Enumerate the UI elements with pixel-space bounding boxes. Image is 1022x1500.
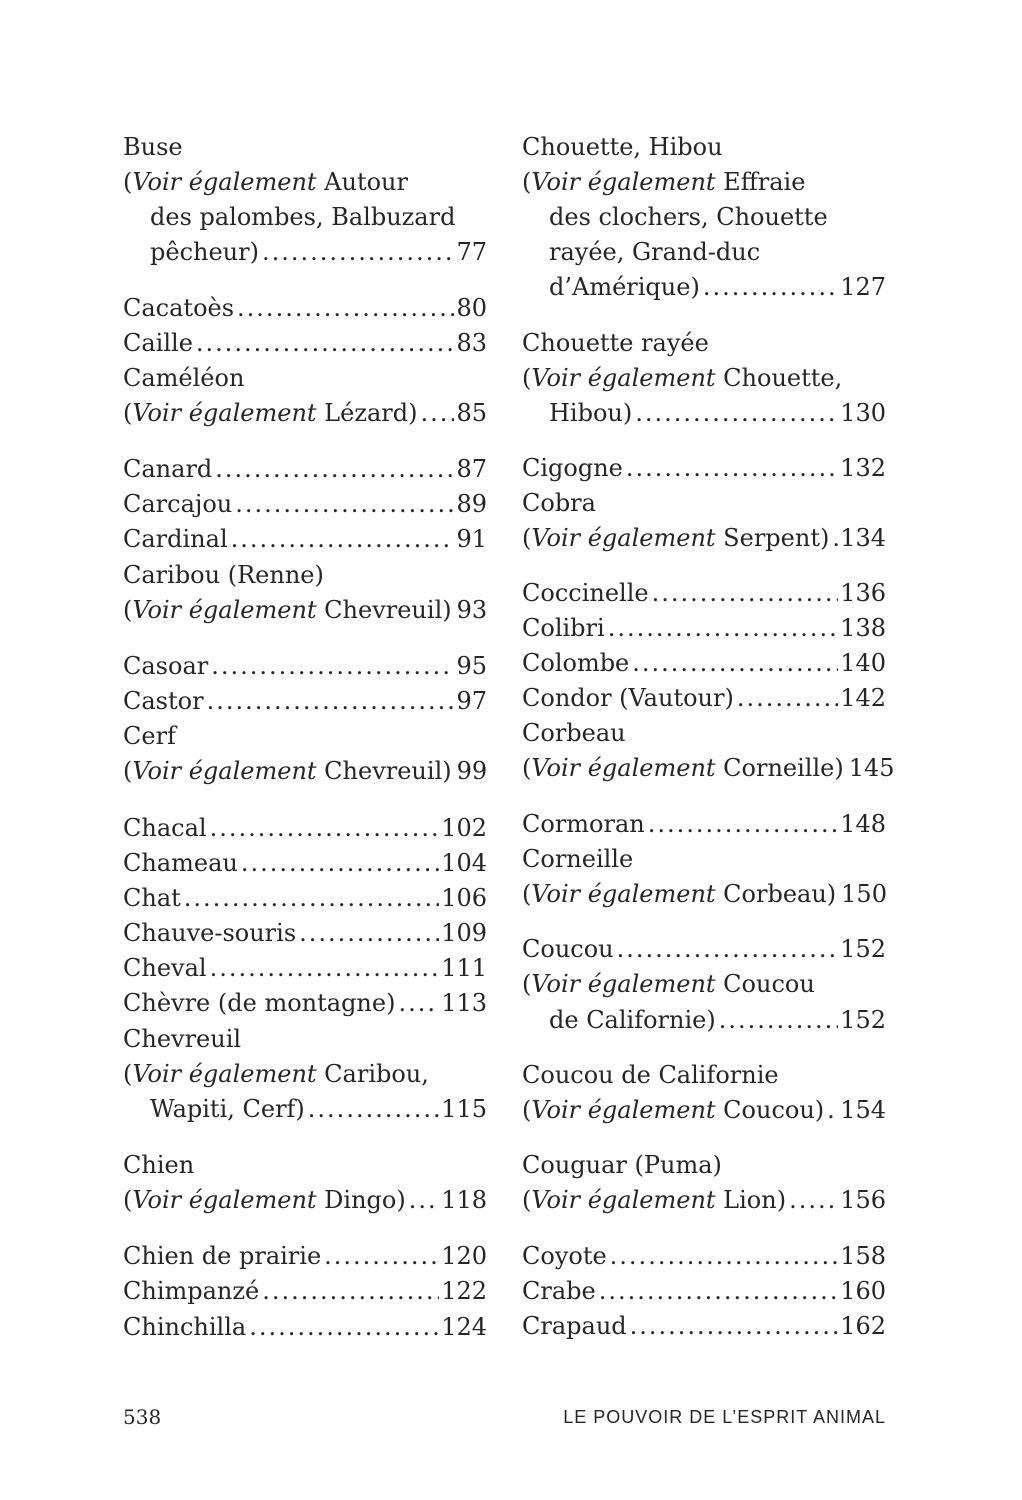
dot-leader — [211, 649, 454, 684]
dot-leader — [210, 811, 440, 846]
index-entry-text: Chat — [123, 884, 181, 912]
index-entry — [123, 1274, 487, 1309]
index-entry-text: Cormoran — [522, 810, 645, 838]
index-entry — [522, 716, 626, 751]
dot-leader — [215, 452, 454, 487]
index-entry-label — [522, 451, 623, 486]
dot-leader — [832, 521, 838, 556]
index-entry-label — [522, 967, 815, 1002]
index-entry-label — [123, 881, 181, 916]
dot-leader — [308, 1092, 439, 1127]
index-entry-text: Casoar — [123, 652, 209, 680]
index-entry — [123, 719, 176, 754]
see-also-marker: Voir également — [132, 596, 317, 624]
index-entry-label — [123, 1057, 429, 1092]
index-entry — [123, 130, 183, 165]
index-entry — [150, 235, 487, 270]
dot-leader — [626, 451, 838, 486]
index-entry-label — [549, 270, 700, 305]
see-also-marker: Voir également — [531, 524, 716, 552]
index-entry-label — [123, 1022, 241, 1057]
dot-leader — [262, 235, 454, 270]
index-page-number: 158 — [840, 1242, 886, 1270]
see-also-marker: Voir également — [531, 1096, 716, 1124]
index-entry-label — [522, 165, 805, 200]
index-entry-label — [522, 681, 734, 716]
index-entry-text: Cardinal — [123, 525, 228, 553]
index-entry — [522, 967, 815, 1002]
index-entry — [522, 751, 895, 786]
index-entry — [522, 326, 709, 361]
index-entry-label — [522, 751, 844, 786]
index-entry-text: Cerf — [123, 722, 176, 750]
index-entry-label — [522, 130, 723, 165]
index-entry — [522, 611, 886, 646]
dot-leader — [235, 487, 454, 522]
index-entry-label — [123, 986, 395, 1021]
index-entry-label — [123, 754, 452, 789]
index-entry-text: Coccinelle — [522, 579, 649, 607]
index-entry-text: Corneille) — [715, 754, 844, 782]
dot-leader — [617, 932, 839, 967]
index-entry — [522, 1309, 886, 1344]
index-entry-label — [123, 593, 452, 628]
open-paren: ( — [522, 1096, 532, 1124]
index-entry — [522, 486, 596, 521]
index-entry-text: Chameau — [123, 849, 238, 877]
index-entry-text: Corneille — [522, 845, 634, 873]
open-paren: ( — [522, 970, 532, 998]
index-entry-label — [549, 235, 760, 270]
index-entry-text: des clochers, Chouette — [549, 203, 828, 231]
index-entry-text: Chacal — [123, 814, 207, 842]
index-page-number: 115 — [441, 1095, 487, 1123]
index-entry — [522, 932, 886, 967]
index-entry-label — [522, 842, 633, 877]
index-page-number: 150 — [841, 880, 887, 908]
index-page-number: 87 — [456, 455, 487, 483]
index-entry-text: Cigogne — [522, 454, 623, 482]
index-entry — [522, 646, 886, 681]
dot-leader — [299, 916, 439, 951]
index-entry-text: Chauve-souris — [123, 919, 297, 947]
index-page-number: 136 — [840, 579, 886, 607]
open-paren: ( — [123, 399, 133, 427]
dot-leader — [249, 1310, 439, 1345]
dot-leader — [420, 396, 454, 431]
index-page-number: 152 — [840, 1006, 886, 1034]
index-entry-label — [123, 1183, 406, 1218]
index-entry-text: Serpent) — [715, 524, 830, 552]
index-entry — [123, 1057, 429, 1092]
index-entry-text: Chevreuil) — [316, 757, 452, 785]
index-entry-text: Colibri — [522, 614, 605, 642]
see-also-marker: Voir également — [132, 1186, 317, 1214]
index-entry — [522, 807, 886, 842]
index-entry-text: Condor (Vautour) — [522, 684, 734, 712]
index-entry-text: rayée, Grand-duc — [549, 238, 761, 266]
index-entry-label — [123, 649, 208, 684]
index-entry-label — [549, 1003, 716, 1038]
dot-leader — [196, 326, 455, 361]
index-entry — [150, 1092, 487, 1127]
dot-leader — [737, 681, 838, 716]
index-entry — [522, 877, 886, 912]
index-entry-label — [123, 684, 204, 719]
index-page-number: 122 — [441, 1277, 487, 1305]
index-entry-text: Canard — [123, 455, 213, 483]
index-entry-text: Chouette rayée — [522, 329, 709, 357]
index-entry-label — [549, 200, 828, 235]
index-page-number: 118 — [441, 1186, 487, 1214]
index-entry — [522, 1148, 722, 1183]
index-entry-text: Buse — [123, 133, 183, 161]
index-entry-text: Lion) — [715, 1186, 787, 1214]
index-entry — [522, 165, 805, 200]
index-entry-text: Chimpanzé — [123, 1277, 260, 1305]
index-entry-label — [123, 396, 417, 431]
index-entry — [123, 811, 487, 846]
index-entry-label — [522, 576, 649, 611]
index-entry — [123, 487, 487, 522]
index-entry — [522, 1239, 886, 1274]
dot-leader — [703, 270, 838, 305]
index-entry-text: Chevreuil) — [316, 596, 452, 624]
index-page-number: 109 — [441, 919, 487, 947]
index-entry-text: Dingo) — [316, 1186, 406, 1214]
dot-leader — [262, 1274, 439, 1309]
dot-leader — [630, 1309, 839, 1344]
index-entry-label — [123, 916, 296, 951]
index-entry-label — [522, 361, 842, 396]
index-entry — [123, 881, 487, 916]
index-entry — [123, 649, 487, 684]
index-page-number: 99 — [456, 757, 488, 785]
index-entry — [150, 200, 455, 235]
index-entry-text: Couguar (Puma) — [522, 1151, 722, 1179]
open-paren: ( — [522, 754, 532, 782]
index-entry-label — [123, 291, 234, 326]
dot-leader — [652, 576, 839, 611]
dot-leader — [827, 1093, 838, 1128]
index-entry-text: Corbeau) — [715, 880, 837, 908]
index-entry — [123, 326, 487, 361]
index-page-number: 130 — [840, 399, 886, 427]
index-entry — [123, 593, 487, 628]
index-entry — [522, 451, 886, 486]
index-entry-label — [522, 716, 626, 751]
see-also-marker: Voir également — [132, 399, 317, 427]
dot-leader — [241, 846, 439, 881]
index-entry-text: Chinchilla — [123, 1313, 247, 1341]
dot-leader — [231, 522, 455, 557]
index-entry-label — [522, 1239, 607, 1274]
index-entry — [522, 1183, 886, 1218]
index-entry-text: Effraie — [715, 168, 806, 196]
index-entry — [123, 846, 487, 881]
dot-leader — [719, 1003, 838, 1038]
index-page-number: 145 — [848, 754, 895, 782]
dot-leader — [237, 291, 454, 326]
index-entry — [123, 951, 487, 986]
index-entry — [549, 1003, 886, 1038]
index-entry-text: Cacatoès — [123, 294, 235, 322]
index-page-number: 140 — [840, 649, 886, 677]
index-entry — [522, 1058, 779, 1093]
index-entry-text: Carcajou — [123, 490, 233, 518]
index-entry-label — [123, 1310, 246, 1345]
index-entry-label — [150, 235, 259, 270]
index-entry-text: Caribou, — [316, 1060, 429, 1088]
open-paren: ( — [522, 364, 532, 392]
see-also-marker: Voir également — [531, 364, 716, 392]
index-entry-label — [123, 1239, 321, 1274]
index-entry-text: Hibou) — [549, 399, 633, 427]
index-entry-label — [522, 646, 629, 681]
index-entry — [123, 396, 487, 431]
index-entry-label — [522, 1183, 786, 1218]
open-paren: ( — [123, 168, 133, 196]
index-entry-label — [123, 811, 207, 846]
index-entry-text: Autour — [316, 168, 408, 196]
dot-leader — [635, 396, 838, 431]
see-also-marker: Voir également — [132, 1060, 317, 1088]
dot-leader — [599, 1274, 838, 1309]
index-entry-label — [522, 1274, 596, 1309]
index-entry-label — [123, 130, 183, 165]
index-entry-label — [123, 951, 207, 986]
index-entry-text: Chien de prairie — [123, 1242, 322, 1270]
index-entry — [549, 396, 886, 431]
see-also-marker: Voir également — [132, 757, 317, 785]
index-entry — [549, 270, 886, 305]
dot-leader — [610, 1239, 839, 1274]
index-entry-text: Caméléon — [123, 364, 245, 392]
index-entry — [522, 1274, 886, 1309]
index-entry — [123, 1310, 487, 1345]
index-page-number: 134 — [840, 524, 886, 552]
index-entry-label — [522, 1148, 722, 1183]
index-entry-label — [549, 396, 632, 431]
see-also-marker: Voir également — [531, 1186, 716, 1214]
index-entry-label — [522, 326, 709, 361]
index-entry-label — [123, 1274, 259, 1309]
page-number: 538 — [123, 1405, 162, 1429]
see-also-marker: Voir également — [531, 754, 716, 782]
index-entry-label — [123, 558, 324, 593]
index-entry — [123, 986, 487, 1021]
index-entry-text: Cobra — [522, 489, 596, 517]
dot-leader — [789, 1183, 838, 1218]
index-page-number: 89 — [456, 490, 487, 518]
open-paren: ( — [522, 880, 532, 908]
index-entry-text: Coucou — [715, 970, 815, 998]
index-entry-label — [123, 361, 244, 396]
index-page-number: 152 — [840, 935, 886, 963]
index-entry-label — [522, 521, 829, 556]
index-entry — [549, 235, 760, 270]
open-paren: ( — [123, 1060, 133, 1088]
see-also-marker: Voir également — [531, 970, 716, 998]
dot-leader — [324, 1239, 439, 1274]
index-page-number: 106 — [441, 884, 487, 912]
index-page-number: 91 — [456, 525, 487, 553]
dot-leader — [608, 611, 839, 646]
index-entry-text: Coyote — [522, 1242, 607, 1270]
index-page-number: 93 — [456, 596, 488, 624]
index-entry-text: Coucou) — [715, 1096, 825, 1124]
index-entry-text: Cheval — [123, 954, 207, 982]
index-page-number: 95 — [456, 652, 487, 680]
index-entry-label — [123, 522, 228, 557]
index-page-number: 77 — [456, 238, 487, 266]
index-page-number: 85 — [456, 399, 487, 427]
index-page-number: 156 — [840, 1186, 886, 1214]
index-entry — [522, 842, 633, 877]
index-entry-text: Coucou de Californie — [522, 1061, 779, 1089]
index-entry-label — [522, 1093, 824, 1128]
index-entry — [123, 1022, 241, 1057]
index-page-number: 142 — [840, 684, 886, 712]
index-entry-label — [123, 719, 176, 754]
index-page-number: 104 — [441, 849, 487, 877]
dot-leader — [210, 951, 440, 986]
index-entry — [123, 1183, 487, 1218]
open-paren: ( — [123, 1186, 133, 1214]
index-entry-label — [123, 487, 232, 522]
index-entry — [123, 452, 487, 487]
index-entry-text: Caribou (Renne) — [123, 561, 324, 589]
index-page-number: 162 — [840, 1312, 886, 1340]
index-entry — [123, 684, 487, 719]
index-entry — [522, 1093, 886, 1128]
index-entry-label — [522, 1309, 627, 1344]
index-entry-label — [123, 326, 193, 361]
index-page-number: 148 — [840, 810, 886, 838]
index-entry — [549, 200, 828, 235]
index-entry — [522, 130, 723, 165]
index-page-number: 154 — [840, 1096, 886, 1124]
index-entry-label — [522, 1058, 779, 1093]
dot-leader — [184, 881, 439, 916]
index-entry-text: Chouette, — [715, 364, 843, 392]
index-entry — [123, 291, 487, 326]
dot-leader — [398, 986, 439, 1021]
index-entry — [123, 522, 487, 557]
index-entry-label — [150, 200, 455, 235]
index-page-number: 127 — [840, 273, 886, 301]
dot-leader — [207, 684, 455, 719]
index-entry-text: Castor — [123, 687, 204, 715]
index-entry-text: Lézard) — [316, 399, 418, 427]
open-paren: ( — [522, 168, 532, 196]
index-entry-text: Coucou — [522, 935, 614, 963]
index-entry-text: Crabe — [522, 1277, 596, 1305]
index-entry-label — [522, 932, 614, 967]
index-entry — [522, 361, 842, 396]
index-entry — [123, 361, 244, 396]
index-entry-label — [522, 807, 645, 842]
index-entry-label — [123, 846, 238, 881]
open-paren: ( — [123, 757, 133, 785]
index-page-number: 83 — [456, 329, 487, 357]
index-entry-label — [522, 486, 596, 521]
index-entry-label — [522, 877, 836, 912]
index-page-number: 132 — [840, 454, 886, 482]
open-paren: ( — [522, 524, 532, 552]
index-entry — [123, 165, 408, 200]
index-page-number: 124 — [441, 1313, 487, 1341]
index-entry — [123, 916, 487, 951]
index-entry-text: Chèvre (de montagne) — [123, 989, 396, 1017]
index-entry-text: Caille — [123, 329, 193, 357]
index-entry-text: de Californie) — [549, 1006, 716, 1034]
index-entry — [123, 1239, 487, 1274]
index-entry — [522, 521, 886, 556]
index-entry-text: d’Amérique) — [549, 273, 700, 301]
index-entry-text: Chien — [123, 1151, 195, 1179]
index-entry — [123, 558, 324, 593]
index-page-number: 138 — [840, 614, 886, 642]
see-also-marker: Voir également — [132, 168, 317, 196]
dot-leader — [632, 646, 838, 681]
index-entry — [123, 1148, 194, 1183]
index-entry-text: des palombes, Balbuzard — [150, 203, 456, 231]
index-entry-label — [150, 1092, 305, 1127]
running-title: LE POUVOIR DE L’ESPRIT ANIMAL — [563, 1407, 886, 1427]
index-entry-text: Colombe — [522, 649, 630, 677]
see-also-marker: Voir également — [531, 168, 716, 196]
index-page-number: 102 — [441, 814, 487, 842]
index-entry-text: Wapiti, Cerf) — [150, 1095, 305, 1123]
index-page-number: 160 — [840, 1277, 886, 1305]
index-entry-label — [123, 1148, 194, 1183]
see-also-marker: Voir également — [531, 880, 716, 908]
index-page-number: 80 — [456, 294, 487, 322]
index-entry — [123, 754, 487, 789]
index-entry-label — [123, 165, 408, 200]
open-paren: ( — [522, 1186, 532, 1214]
index-entry-text: Corbeau — [522, 719, 626, 747]
index-entry — [522, 681, 886, 716]
index-page-number: 113 — [441, 989, 487, 1017]
dot-leader — [409, 1183, 439, 1218]
dot-leader — [648, 807, 838, 842]
open-paren: ( — [123, 596, 133, 624]
index-entry-label — [522, 611, 605, 646]
index-page-number: 111 — [441, 954, 487, 982]
index-page-number: 97 — [456, 687, 487, 715]
index-entry — [522, 576, 886, 611]
index-page-number: 120 — [441, 1242, 487, 1270]
index-entry-text: Chouette, Hibou — [522, 133, 723, 161]
index-entry-text: Chevreuil — [123, 1025, 242, 1053]
index-entry-text: Crapaud — [522, 1312, 627, 1340]
index-entry-label — [123, 452, 212, 487]
index-entry-text: pêcheur) — [150, 238, 259, 266]
